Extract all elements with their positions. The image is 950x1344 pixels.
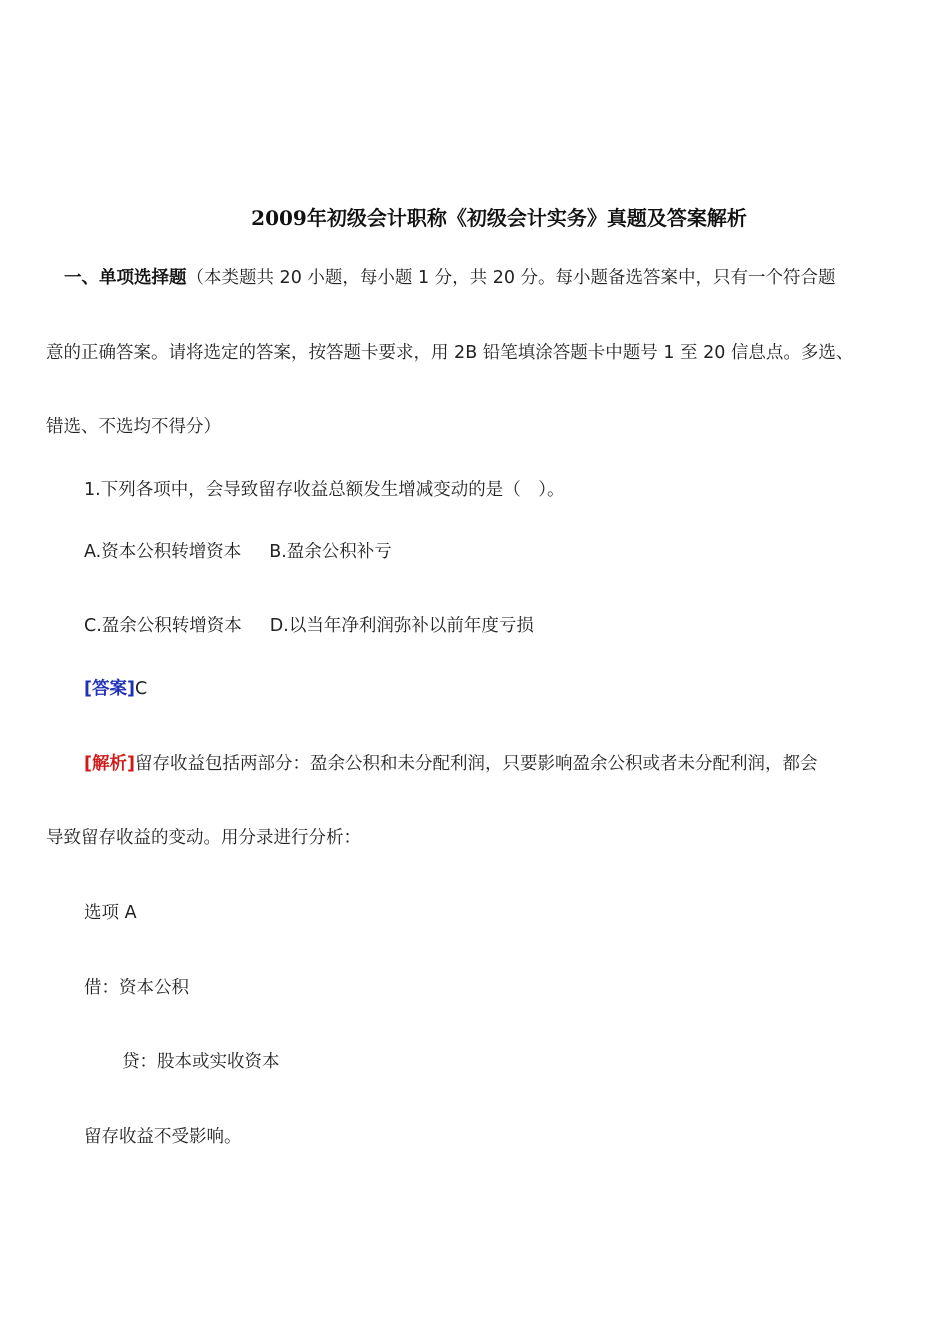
document-title: 2009年初级会计职称《初级会计实务》真题及答案解析 [251,206,747,230]
answer-value: C [135,679,148,699]
journal-credit: 贷：股本或实收资本 [122,1052,280,1072]
option-a: A.资本公积转增资本 [84,542,242,562]
section-intro-line-1 [64,266,836,290]
option-c: C.盈余公积转增资本 [84,616,242,636]
question-stem: 1.下列各项中，会导致留存收益总额发生增减变动的是（ ）。 [84,480,565,500]
options-row-ab [84,540,392,564]
journal-debit: 借：资本公积 [84,978,189,998]
section-instructions-1: （本类题共 20 小题，每小题 1 分，共 20 分。每小题备选答案中，只有一个符合题 [186,268,836,288]
option-b: B.盈余公积补亏 [269,542,392,562]
section-instructions-2: 意的正确答案。请将选定的答案，按答题卡要求，用 2B 铅笔填涂答题卡中题号 1 至 20 信息点。多选、 [46,343,854,363]
section-heading: 一、单项选择题 [64,268,187,288]
option-d: D.以当年净利润弥补以前年度亏损 [269,616,534,636]
options-row-cd [84,614,534,638]
analysis-conclusion: 留存收益不受影响。 [84,1127,242,1147]
analysis-text-1: 留存收益包括两部分：盈余公积和未分配利润，只要影响盈余公积或者未分配利润，都会 [135,754,818,774]
section-instructions-3: 错选、不选均不得分） [46,417,221,437]
answer-label: [答案] [84,679,135,699]
analysis-option-heading: 选项 A [84,903,137,923]
analysis-text-2: 导致留存收益的变动。用分录进行分析： [46,828,361,848]
analysis-line-1 [84,752,818,776]
answer-line [84,677,147,701]
analysis-label: [解析] [84,754,135,774]
